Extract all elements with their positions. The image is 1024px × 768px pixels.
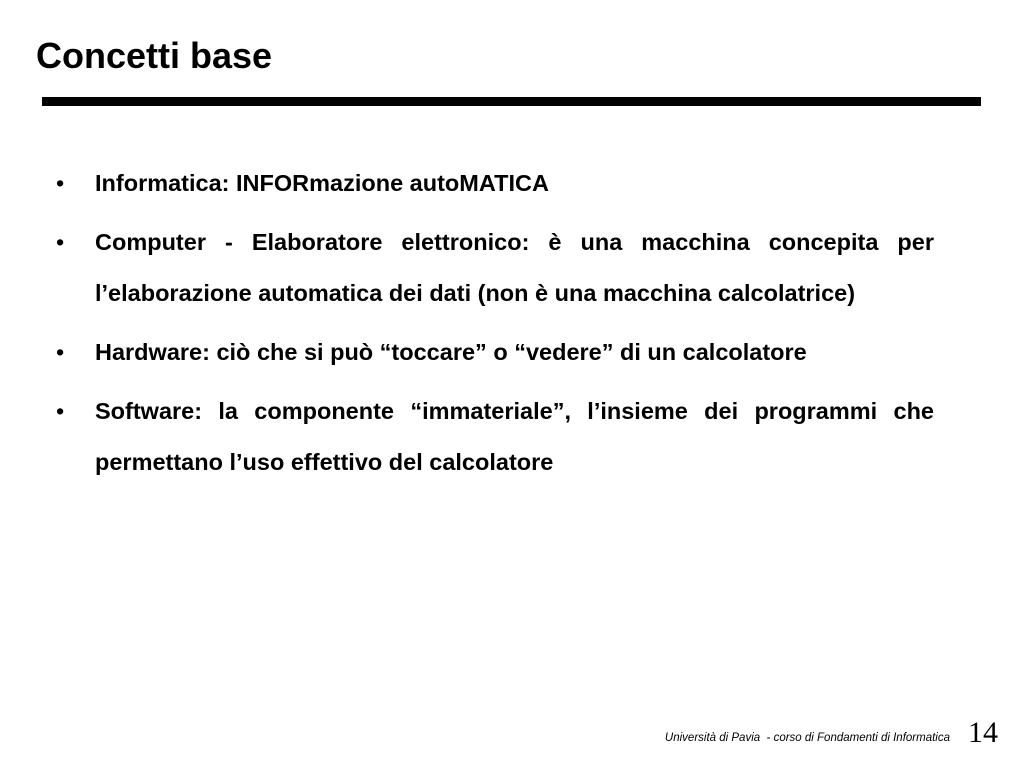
bullet-icon: • xyxy=(56,339,65,365)
bullet-item-computer xyxy=(56,217,934,319)
bullet-list xyxy=(56,158,934,488)
bullet-item-hardware xyxy=(56,327,934,378)
bullet-icon: • xyxy=(56,170,65,196)
bullet-text-informatica: Informatica: INFORmazione autoMATICA xyxy=(95,170,549,196)
bullet-text-software: Software: la componente “immateriale”, l’insieme dei programmi che permettano l’uso effettivo del calcolatore xyxy=(95,398,934,475)
bullet-item-software xyxy=(56,386,934,488)
bullet-item-informatica xyxy=(56,158,934,209)
bullet-text-hardware: Hardware: ciò che si può “toccare” o “vedere” di un calcolatore xyxy=(95,339,807,365)
bullet-icon: • xyxy=(56,229,65,255)
footer-course-text: Università di Pavia - corso di Fondamenti di Informatica xyxy=(664,732,950,744)
bullet-text-computer: Computer - Elaboratore elettronico: è una macchina concepita per l’elaborazione automatica dei dati (non è una macchina calcolatrice) xyxy=(95,229,934,306)
page-number: 14 xyxy=(968,716,998,749)
title-underline-divider xyxy=(42,97,981,106)
bullet-icon: • xyxy=(56,398,65,424)
slide-title: Concetti base xyxy=(36,35,273,76)
